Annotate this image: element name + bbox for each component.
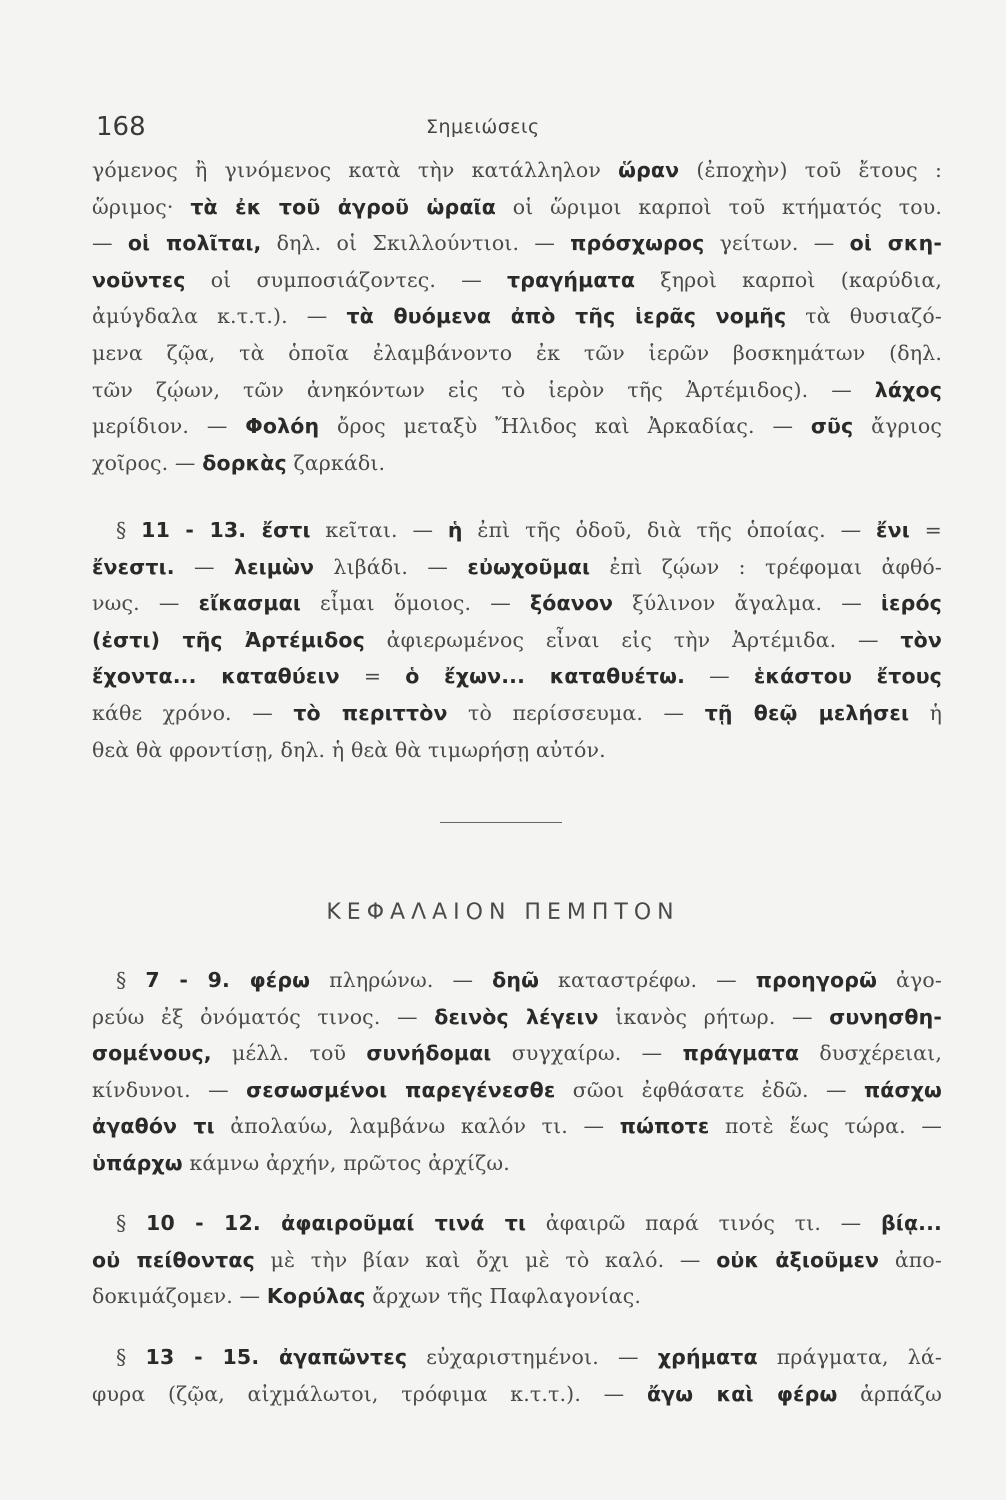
lemma-term: ἔχοντα... καταθύειν	[92, 664, 340, 689]
gloss-text: ξηροὶ καρποὶ (καρύδια,	[635, 267, 942, 292]
text-line	[92, 262, 942, 299]
text-line	[92, 335, 942, 372]
text-line	[92, 1339, 942, 1376]
gloss-text: =	[339, 664, 406, 689]
gloss-text: κάθε χρόνο. —	[92, 700, 294, 725]
lemma-term: λάχος	[874, 377, 942, 402]
lemma-term: τὰ θυόμενα ἀπὸ τῆς ἱερᾶς νομῆς	[346, 304, 787, 329]
lemma-term: (ἐστι) τῆς Ἀρτέμιδος	[92, 627, 365, 652]
lemma-term: τὸ περιττὸν	[293, 700, 448, 725]
page-number: 168	[96, 112, 146, 142]
gloss-text: ἀγο-	[877, 968, 942, 992]
gloss-text: §	[116, 1345, 146, 1369]
gloss-text: δοκιμάζομεν. —	[92, 1284, 267, 1309]
gloss-text: γόμενος ἢ γινόμενος κατὰ τὴν κατάλληλον	[92, 158, 619, 182]
gloss-text: (ἐποχὴν) τοῦ ἔτους :	[679, 158, 943, 182]
lemma-term: εὐωχοῦμαι	[467, 554, 591, 579]
text-line	[92, 1376, 942, 1413]
lemma-term: πρόσχωρος	[570, 231, 705, 256]
gloss-text: συγχαίρω. —	[491, 1041, 683, 1066]
gloss-text: πράγματα, λά-	[757, 1345, 942, 1369]
gloss-text: λιβάδι. —	[314, 554, 468, 579]
gloss-text: ρεύω ἐξ ὀνόματός τινος. —	[92, 1004, 435, 1029]
gloss-text: νως. —	[92, 591, 199, 616]
lemma-term: ἔνι	[876, 518, 910, 542]
text-line	[92, 225, 942, 262]
section-divider	[440, 822, 562, 823]
gloss-text: κεῖται. —	[310, 518, 448, 542]
text-line	[92, 695, 942, 732]
lemma-term: οἱ πολῖται,	[127, 231, 262, 256]
gloss-text: —	[685, 664, 754, 689]
gloss-text: ποτὲ ἕως τώρα. —	[709, 1114, 942, 1139]
gloss-text: εἶμαι ὅμοιος. —	[300, 591, 530, 616]
lemma-term: 7 - 9. φέρω	[145, 968, 311, 992]
gloss-text: καταστρέφω. —	[539, 968, 756, 992]
gloss-text: ζαρκάδι.	[286, 450, 386, 475]
lemma-term: ὥραν	[618, 158, 680, 182]
gloss-text: ἁρπάζω	[837, 1381, 943, 1406]
gloss-text: εὐχαριστημένοι. —	[407, 1345, 658, 1369]
lemma-term: δορκὰς	[202, 450, 287, 475]
lemma-term: 13 - 15. ἀγαπῶντες	[145, 1345, 408, 1369]
lemma-term: νοῦντες	[92, 267, 186, 292]
gloss-text: ἀμύγδαλα κ.τ.τ.). —	[92, 304, 347, 329]
gloss-text: γείτων. —	[704, 231, 850, 256]
lemma-term: Κορύλας	[266, 1284, 366, 1309]
gloss-text: κίνδυνοι. —	[92, 1077, 247, 1102]
text-line	[92, 189, 942, 226]
gloss-text: δηλ. οἱ Σκιλλούντιοι. —	[261, 231, 571, 256]
text-line	[92, 372, 942, 409]
lemma-term: τῇ θεῷ μελήσει	[704, 700, 910, 725]
lemma-term: ἔνεστι.	[92, 554, 175, 579]
lemma-term: ὑπάρχω	[92, 1150, 183, 1175]
text-line	[92, 962, 942, 999]
lemma-term: ἄγω καὶ φέρω	[646, 1381, 838, 1406]
gloss-text: ἐπὶ ζῴων : τρέφομαι ἀφθό-	[590, 554, 943, 579]
gloss-text: ἀφιερωμένος εἶναι εἰς τὴν Ἀρτέμιδα. —	[364, 627, 901, 652]
gloss-text: θεὰ θὰ φροντίσῃ, δηλ. ἡ θεὰ θὰ τιμωρήσῃ αὐτόν.	[92, 737, 606, 762]
gloss-text: οἱ συμποσιάζοντες. —	[185, 267, 508, 292]
gloss-text: ἄγριος	[853, 414, 943, 439]
lemma-term: προηγορῶ	[755, 968, 878, 992]
text-line	[92, 408, 942, 445]
gloss-text: ὄρος μεταξὺ Ἤλιδος καὶ Ἀρκαδίας. —	[319, 414, 811, 439]
gloss-text: μὲ τὴν βίαν καὶ ὄχι μὲ τὸ καλό. —	[254, 1247, 717, 1272]
lemma-term: δεινὸς λέγειν	[434, 1004, 599, 1029]
notes-block-1	[92, 152, 942, 481]
gloss-text: τὰ θυσιαζό-	[786, 304, 942, 329]
lemma-term: ἑκάστου ἔτους	[753, 664, 942, 689]
lemma-term: σεσωσμένοι παρεγένεσθε	[246, 1077, 556, 1102]
lemma-term: συνησθη-	[829, 1004, 942, 1029]
lemma-term: ἱερός	[880, 591, 942, 616]
notes-section-13-15	[92, 1339, 942, 1412]
gloss-text: ἄρχων τῆς Παφλαγονίας.	[365, 1284, 642, 1309]
gloss-text: οἱ ὥριμοι καρποὶ τοῦ κτήματός του.	[495, 194, 943, 219]
gloss-text: ἡ	[909, 700, 942, 725]
text-line	[92, 585, 942, 622]
notes-section-7-9	[92, 962, 942, 1182]
gloss-text: σῶοι ἐφθάσατε ἐδῶ. —	[555, 1077, 864, 1102]
gloss-text: §	[116, 1211, 147, 1235]
lemma-term: χρήματα	[657, 1345, 758, 1369]
gloss-text: ἀπο-	[879, 1247, 942, 1272]
text-line	[92, 1035, 942, 1072]
text-line	[92, 732, 942, 769]
gloss-text: §	[116, 968, 146, 992]
gloss-text: φυρα (ζῷα, αἰχμάλωτοι, τρόφιμα κ.τ.τ.). —	[92, 1381, 647, 1406]
gloss-text: ἱκανὸς ρήτωρ. —	[598, 1004, 830, 1029]
page-header	[96, 112, 936, 152]
lemma-term: οὐκ ἀξιοῦμεν	[716, 1247, 880, 1272]
notes-section-11-13	[92, 512, 942, 768]
text-line	[92, 512, 942, 549]
gloss-text: πληρώνω. —	[310, 968, 493, 992]
lemma-term: πώποτε	[619, 1114, 710, 1139]
lemma-term: Φολόη	[245, 414, 320, 439]
lemma-term: λειμὼν	[233, 554, 315, 579]
lemma-term: 11 - 13. ἔστι	[141, 518, 311, 542]
text-line	[92, 1072, 942, 1109]
lemma-term: 10 - 12. ἀφαιροῦμαί τινά τι	[146, 1211, 527, 1235]
lemma-term: συνήδομαι	[366, 1041, 492, 1066]
text-line	[92, 999, 942, 1036]
gloss-text: χοῖρος. —	[92, 450, 203, 475]
notes-section-10-12	[92, 1205, 942, 1315]
gloss-text: ἀπολαύω, λαμβάνω καλόν τι. —	[214, 1114, 620, 1139]
lemma-term: τὸν	[900, 627, 942, 652]
lemma-term: ξόανον	[529, 591, 614, 616]
lemma-term: πράγματα	[682, 1041, 800, 1066]
gloss-text: ἀφαιρῶ παρά τινός τι. —	[526, 1211, 881, 1235]
gloss-text: ὥριμος·	[92, 194, 191, 219]
text-line	[92, 298, 942, 335]
gloss-text: τὸ περίσσευμα. —	[447, 700, 705, 725]
text-line	[92, 1278, 942, 1315]
text-line	[92, 1242, 942, 1279]
text-line	[92, 549, 942, 586]
text-line	[92, 622, 942, 659]
gloss-text: δυσχέρειαι,	[799, 1041, 942, 1066]
running-head: Σημειώσεις	[426, 116, 540, 138]
gloss-text: ξύλινον ἄγαλμα. —	[613, 591, 881, 616]
lemma-term: ἡ	[447, 518, 463, 542]
gloss-text: μέλλ. τοῦ	[211, 1041, 367, 1066]
lemma-term: τὰ ἐκ τοῦ ἀγροῦ ὡραῖα	[190, 194, 496, 219]
lemma-term: σῦς	[810, 414, 854, 439]
text-line	[92, 445, 942, 482]
lemma-term: σομένους,	[92, 1041, 212, 1066]
lemma-term: τραγήματα	[507, 267, 636, 292]
gloss-text: μερίδιον. —	[92, 414, 246, 439]
lemma-term: πάσχω	[863, 1077, 942, 1102]
text-line	[92, 1145, 942, 1182]
gloss-text: ἐπὶ τῆς ὁδοῦ, διὰ τῆς ὁποίας. —	[462, 518, 877, 542]
gloss-text: §	[116, 518, 142, 542]
lemma-term: οὐ πείθοντας	[92, 1247, 255, 1272]
chapter-title: ΚΕΦΑΛΑΙΟΝ ΠΕΜΠΤΟΝ	[326, 900, 680, 925]
lemma-term: δηῶ	[492, 968, 540, 992]
lemma-term: εἴκασμαι	[198, 591, 301, 616]
gloss-text: =	[909, 518, 942, 542]
gloss-text: κάμνω ἀρχήν, πρῶτος ἀρχίζω.	[182, 1150, 510, 1175]
lemma-term: ἀγαθόν τι	[92, 1114, 215, 1139]
text-line	[92, 658, 942, 695]
lemma-term: ὁ ἔχων... καταθυέτω.	[405, 664, 686, 689]
lemma-term: βίᾳ...	[880, 1211, 942, 1235]
text-line	[92, 1108, 942, 1145]
gloss-text: τῶν ζῴων, τῶν ἀνηκόντων εἰς τὸ ἱερὸν τῆς Ἀρτέμιδος). —	[92, 377, 875, 402]
lemma-term: οἱ σκη-	[849, 231, 942, 256]
gloss-text: —	[174, 554, 234, 579]
text-line	[92, 152, 942, 189]
gloss-text: μενα ζῷα, τὰ ὁποῖα ἐλαμβάνοντο ἐκ τῶν ἱερῶν βοσκημάτων (δηλ.	[92, 340, 942, 365]
gloss-text: —	[92, 231, 128, 256]
text-line	[92, 1205, 942, 1242]
